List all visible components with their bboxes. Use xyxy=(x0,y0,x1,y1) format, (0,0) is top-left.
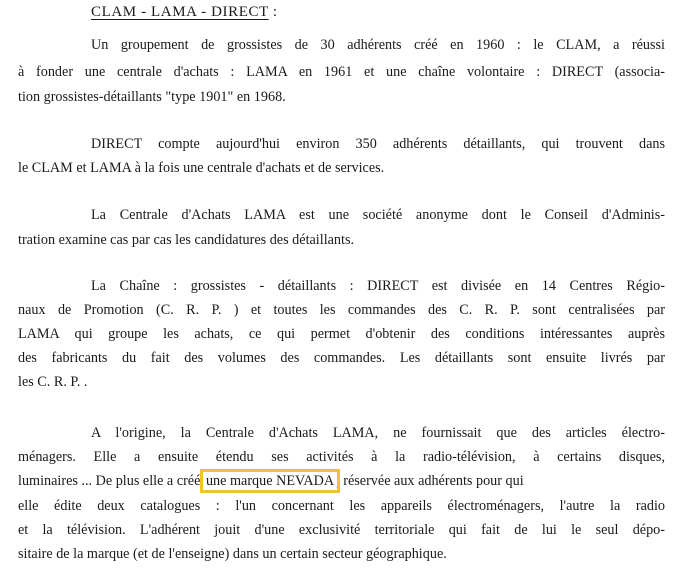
paragraph-2-line-1: DIRECT compte aujourd'hui environ 350 adhérents détaillants, qui trouvent dans xyxy=(91,136,665,152)
paragraph-1-line-1: Un groupement de grossistes de 30 adhérents créé en 1960 : le CLAM, a réussi xyxy=(91,37,665,53)
paragraph-3-line-2: tration examine cas par cas les candidatures des détaillants. xyxy=(18,232,355,248)
highlighted-phrase: une marque NEVADA xyxy=(205,473,335,489)
paragraph-4-line-2: naux de Promotion (C. R. P. ) et toutes les commandes des C. R. P. sont centralisées par xyxy=(18,302,665,318)
line-3-text-after: , réservée aux adhérents pour qui xyxy=(336,473,524,489)
paragraph-4-line-4: des fabricants du fait des volumes des commandes. Les détaillants sont ensuite livrés par xyxy=(18,350,665,366)
paragraph-5-line-6: sitaire de la marque (et de l'enseigne) dans un certain secteur géographique. xyxy=(18,546,447,562)
paragraph-5-line-3 xyxy=(18,471,665,491)
line-3-text-before: luminaires ... De plus elle a créé xyxy=(18,473,201,489)
paragraph-3-line-1: La Centrale d'Achats LAMA est une société anonyme dont le Conseil d'Adminis- xyxy=(91,207,665,223)
paragraph-4-line-1: La Chaîne : grossistes - détaillants : DIRECT est divisée en 14 Centres Régio- xyxy=(91,278,665,294)
paragraph-5-line-2: ménagers. Elle a ensuite étendu ses activités à la radio-télévision, à certains disques, xyxy=(18,449,665,465)
paragraph-1-line-2: à fonder une centrale d'achats : LAMA en 1961 et une chaîne volontaire : DIRECT (associa- xyxy=(18,64,665,80)
paragraph-5-line-4: elle édite deux catalogues : l'un concernant les appareils électroménagers, l'autre la radio xyxy=(18,498,665,514)
paragraph-5-line-1: A l'origine, la Centrale d'Achats LAMA, ne fournissait que des articles électro- xyxy=(91,425,665,441)
section-heading xyxy=(91,4,278,21)
paragraph-4-line-3: LAMA qui groupe les achats, ce qui permet d'obtenir des conditions intéressantes auprès xyxy=(18,326,665,342)
heading-colon: : xyxy=(272,4,278,20)
paragraph-1-line-3: tion grossistes-détaillants "type 1901" en 1968. xyxy=(18,89,286,105)
paragraph-4-line-5: les C. R. P. . xyxy=(18,374,88,390)
paragraph-2-line-2: le CLAM et LAMA à la fois une centrale d'achats et de services. xyxy=(18,160,385,176)
paragraph-5-line-5: et la télévision. L'adhérent jouit d'une exclusivité territoriale qui fait de lui le seul dépo- xyxy=(18,522,665,538)
heading-title: CLAM - LAMA - DIRECT xyxy=(91,4,269,20)
